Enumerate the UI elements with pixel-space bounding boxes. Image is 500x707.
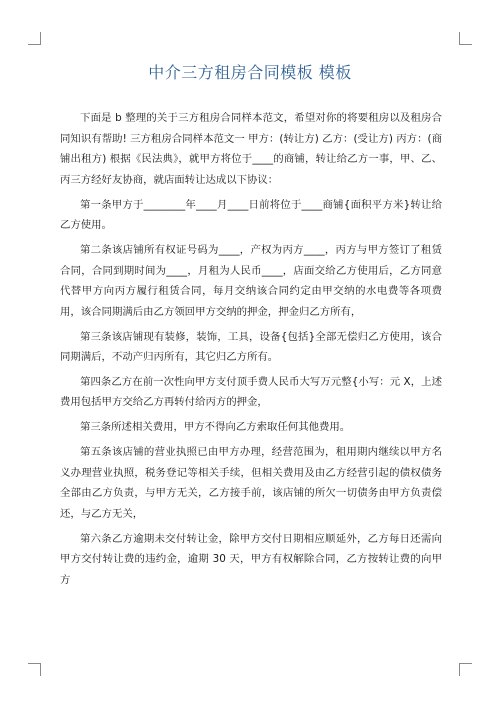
paragraph-article-1: 第一条甲方于________年____月____日前将位于____商铺{面积平方米}转让给乙方使用。 bbox=[60, 198, 442, 232]
paragraph-article-3-fees: 第三条所述相关费用，甲方不得向乙方索取任何其他费用。 bbox=[80, 421, 351, 434]
document-body bbox=[60, 108, 442, 590]
document-title: 中介三方租房合同模板 模板 bbox=[148, 63, 352, 82]
crop-mark-bottom-left bbox=[28, 663, 41, 676]
paragraph-article-2: 第二条该店铺所有权证号码为____，产权为丙方____，丙方与甲方签订了租赁合同，合同到期时间为____，月租为人民币____，店面交给乙方使用后，乙方同意代替甲方向丙方履行租赁合同，每月交纳该合同约定由甲交纳的水电费等各项费用，该合同期满后由乙方领回甲方交纳的押金，押金归乙方所有， bbox=[60, 243, 442, 318]
paragraph-article-3: 第三条该店铺现有装修，装饰，工具，设备{包括}全部无偿归乙方使用，该合同期满后，不动产归丙所有，其它归乙方所有。 bbox=[60, 330, 442, 364]
paragraph-article-6: 第六条乙方逾期未交付转让金，除甲方交付日期相应顺延外，乙方每日还需向甲方交付转让费的违约金，逾期 30 天，甲方有权解除合同，乙方按转让费的向甲方 bbox=[60, 532, 442, 586]
crop-mark-top-left bbox=[28, 32, 41, 45]
paragraph-article-5: 第五条该店铺的营业执照已由甲方办理，经营范围为，租用期内继续以甲方名义办理营业执照，税务登记等相关手续，但相关费用及由乙方经营引起的债权债务全部由乙方负责，与甲方无关，乙方接手前，该店铺的所欠一切债务由甲方负责偿还，与乙方无关， bbox=[60, 446, 442, 520]
crop-mark-top-right bbox=[459, 32, 472, 45]
paragraph-article-4: 第四条乙方在前一次性向甲方支付顶手费人民币大写万元整{小写：元 X，上述费用包括甲方交给乙方再转付给丙方的押金， bbox=[60, 375, 442, 409]
paragraph-intro: 下面是 b 整理的关于三方租房合同样本范文，希望对你的将要租房以及租房合同知识有帮助! 三方租房合同样本范文一 甲方：(转让方) 乙方：(受让方) 丙方：(商铺出租方) 根据《民法典》，就甲方将位于____的商铺，转让给乙方一事，甲、乙、丙三方经好友协商，就店面转让达成以下协议： bbox=[60, 112, 442, 186]
crop-mark-bottom-right bbox=[459, 663, 472, 676]
